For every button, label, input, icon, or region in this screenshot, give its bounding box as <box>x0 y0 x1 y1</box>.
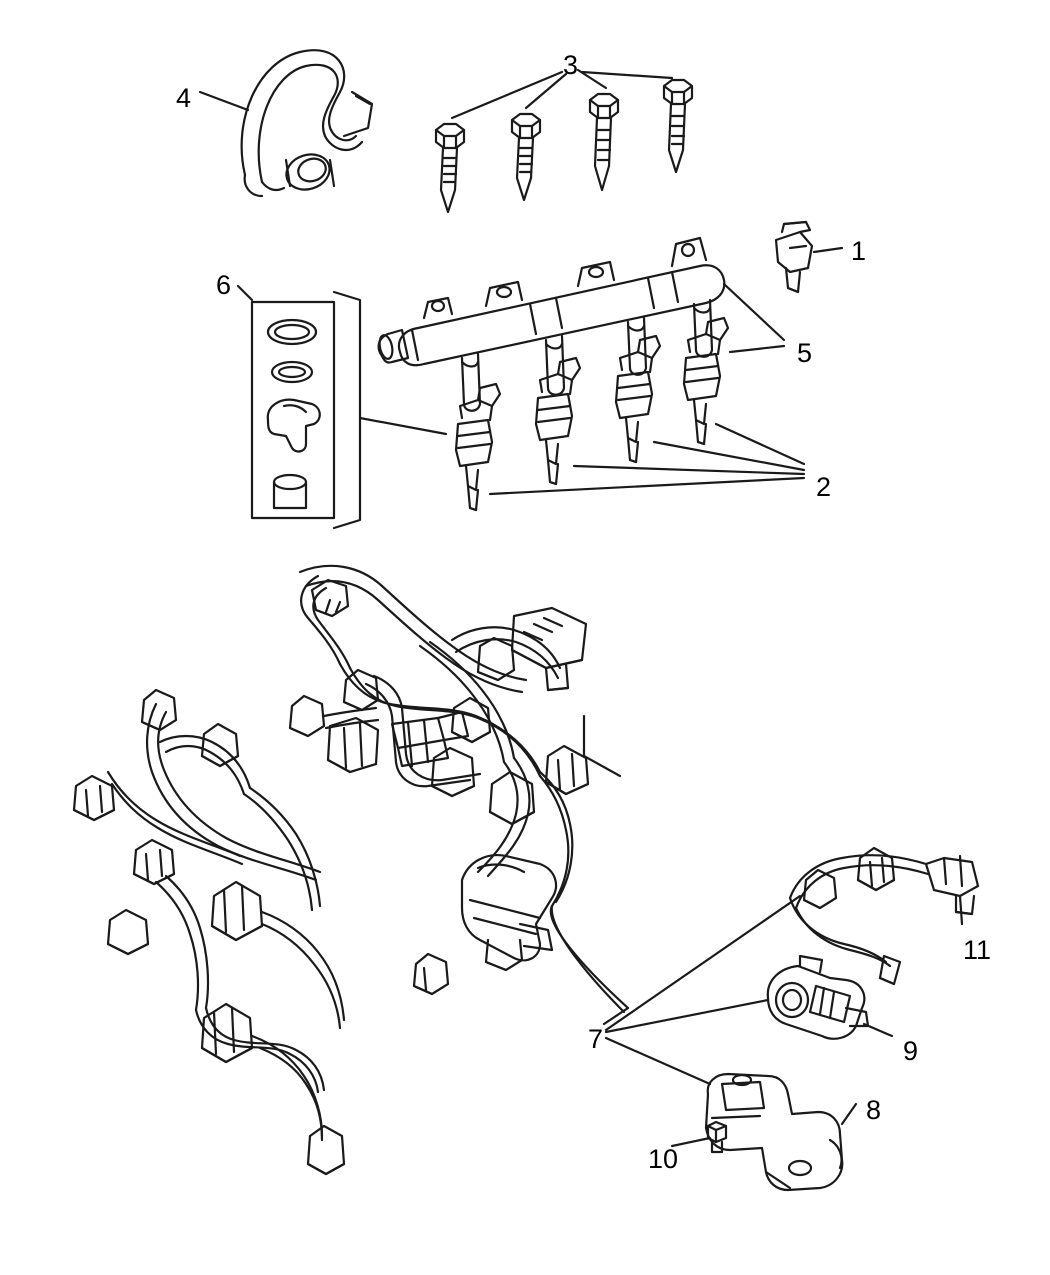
part-fuel-rail-assembly <box>378 238 725 411</box>
callout-1: 1 <box>851 236 867 266</box>
callout-11: 11 <box>963 935 992 965</box>
part-fuel-injectors <box>456 318 728 510</box>
callout-8: 8 <box>866 1095 882 1125</box>
part-engine-wiring-harness <box>74 566 628 1174</box>
callout-4: 4 <box>176 83 192 113</box>
callout-6: 6 <box>216 270 232 300</box>
callout-7: 7 <box>588 1024 604 1054</box>
part-fuel-rail-pressure-sensor <box>776 222 812 292</box>
callout-leader-lines-lower <box>604 896 962 1146</box>
part-mounting-bolts <box>436 80 692 212</box>
callout-10: 10 <box>648 1144 679 1174</box>
part-injector-jumper-harness <box>790 848 978 984</box>
part-fuel-supply-tube <box>242 50 372 196</box>
callout-9: 9 <box>903 1036 919 1066</box>
callout-3: 3 <box>563 50 579 80</box>
callout-2: 2 <box>816 472 832 502</box>
callout-5: 5 <box>797 338 813 368</box>
part-connector-housing <box>768 956 868 1039</box>
